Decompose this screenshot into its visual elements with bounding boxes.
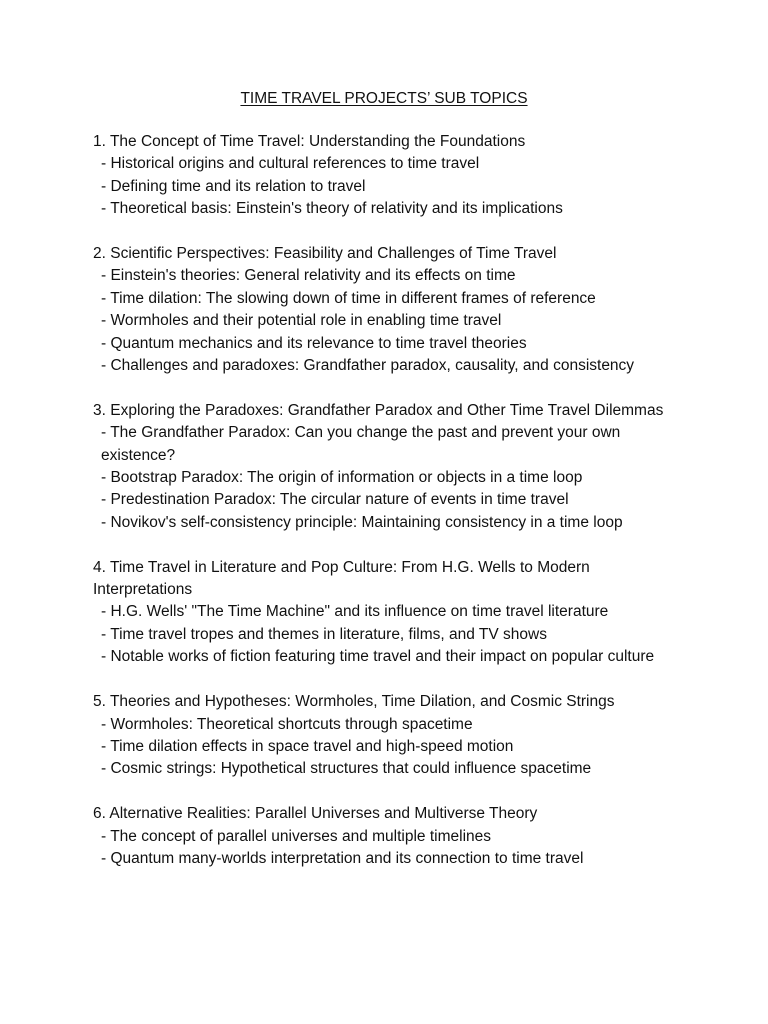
list-item: - Quantum many-worlds interpretation and its connection to time travel [101,849,584,867]
section-5 [93,691,693,781]
section-2 [93,243,693,377]
list-item: - Predestination Paradox: The circular nature of events in time travel [101,491,569,509]
section-4 [93,557,693,669]
section-heading: 3. Exploring the Paradoxes: Grandfather Paradox and Other Time Travel Dilemmas [93,401,664,419]
section-3 [93,400,693,534]
list-item: - The concept of parallel universes and multiple timelines [101,827,491,845]
section-6 [93,803,693,870]
section-heading: 4. Time Travel in Literature and Pop Culture: From H.G. Wells to Modern Interpretations [93,558,590,599]
list-item: - Cosmic strings: Hypothetical structures that could influence spacetime [101,760,592,778]
section-heading: 5. Theories and Hypotheses: Wormholes, Time Dilation, and Cosmic Strings [93,693,615,711]
list-item: - Einstein's theories: General relativity and its effects on time [101,267,516,285]
list-item: - Wormholes and their potential role in enabling time travel [101,312,502,330]
list-item: - H.G. Wells' "The Time Machine" and its influence on time travel literature [101,603,609,621]
list-item: - Time dilation effects in space travel and high-speed motion [101,737,514,755]
section-heading: 1. The Concept of Time Travel: Understanding the Foundations [93,133,526,150]
section-heading: 6. Alternative Realities: Parallel Universes and Multiverse Theory [93,805,538,823]
section-1 [93,131,693,221]
list-item: - Time travel tropes and themes in literature, films, and TV shows [101,625,547,643]
list-item: - Novikov's self-consistency principle: Maintaining consistency in a time loop [101,513,623,531]
list-item: - Time dilation: The slowing down of time in different frames of reference [101,289,596,307]
document-body [93,131,693,893]
document-title: TIME TRAVEL PROJECTS’ SUB TOPICS [240,90,528,107]
list-item: - Theoretical basis: Einstein's theory of relativity and its implications [101,200,563,218]
list-item: - Quantum mechanics and its relevance to time travel theories [101,334,527,352]
list-item: - Notable works of fiction featuring time travel and their impact on popular culture [101,648,655,666]
list-item: - Defining time and its relation to travel [101,177,366,195]
list-item: - Challenges and paradoxes: Grandfather paradox, causality, and consistency [101,357,635,375]
section-heading: 2. Scientific Perspectives: Feasibility and Challenges of Time Travel [93,245,557,263]
list-item: - Historical origins and cultural references to time travel [101,155,480,173]
list-item: - Bootstrap Paradox: The origin of information or objects in a time loop [101,469,583,487]
list-item: - Wormholes: Theoretical shortcuts through spacetime [101,715,473,733]
list-item: - The Grandfather Paradox: Can you change the past and prevent your own existence? [101,424,621,464]
